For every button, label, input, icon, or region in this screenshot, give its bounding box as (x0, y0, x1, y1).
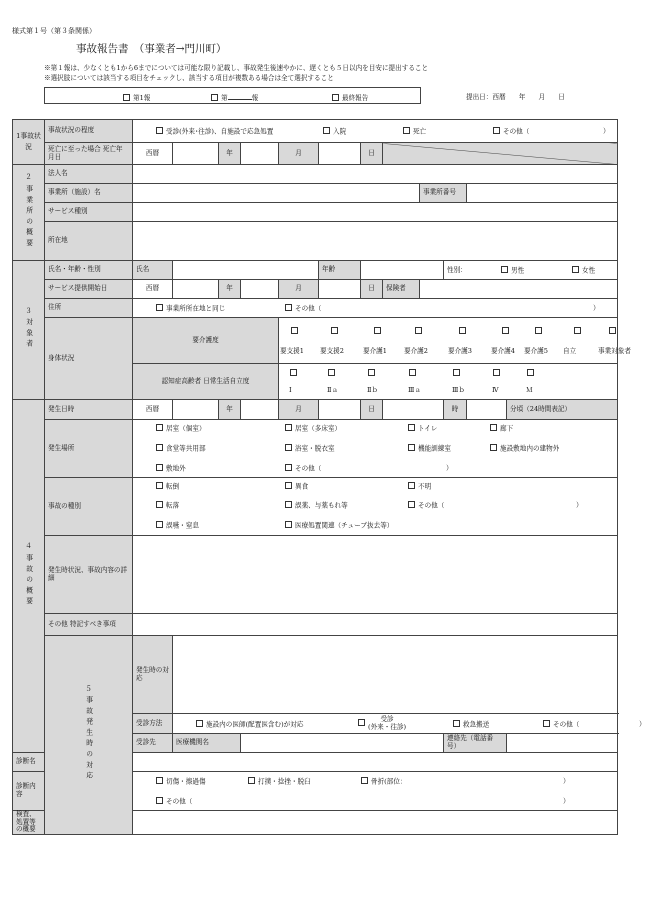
checkbox[interactable] (285, 444, 292, 451)
checkbox[interactable] (490, 444, 497, 451)
diag-other[interactable]: その他（ (156, 798, 192, 806)
care-level-checkbox[interactable] (331, 327, 338, 334)
checkbox[interactable] (156, 127, 163, 134)
checkbox[interactable] (501, 266, 508, 273)
month-label: 月 (279, 400, 319, 420)
place-option[interactable]: 居室（個室） (156, 425, 206, 433)
residence-label: 住所 (45, 299, 133, 318)
report-final[interactable]: 最終報告 (332, 92, 368, 102)
report-nth[interactable]: 第 報 (211, 92, 258, 102)
diag-cut[interactable]: 切傷・擦過傷 (156, 778, 206, 786)
checkbox[interactable] (285, 482, 292, 489)
section-1-label: 1事故状況 (13, 120, 45, 165)
diagnosis-content-label: 診断内容 (13, 772, 45, 811)
checkbox[interactable] (285, 424, 292, 431)
accident-type-option[interactable]: 転倒 (156, 483, 179, 491)
place-option[interactable]: 廊下 (490, 425, 513, 433)
care-level-option: 事業対象者 (598, 347, 631, 355)
physical-status-label: 身体状況 (45, 318, 133, 400)
report-type-box (44, 87, 421, 104)
checkbox[interactable] (156, 424, 163, 431)
accident-type-options (133, 478, 618, 536)
checkbox[interactable] (572, 266, 579, 273)
care-level-checkbox[interactable] (374, 327, 381, 334)
report-form-table (12, 119, 646, 835)
insurer-label: 保険者 (383, 280, 420, 299)
office-name-label: 事業所（施設）名 (45, 184, 133, 203)
name-age-sex-label: 氏名・年齢・性別 (45, 261, 133, 280)
consult-method-options: 施設内の医師(配置医含む)が対応 受診 (外来・往診) 救急搬送 その他（ ） (173, 714, 618, 734)
year-label: 年 (219, 400, 241, 420)
care-level-checkbox[interactable] (609, 327, 616, 334)
corp-name-label: 法人名 (45, 165, 133, 184)
accident-type-option[interactable]: 異食 (285, 483, 308, 491)
dementia-level-checkbox[interactable] (493, 369, 500, 376)
accident-type-option[interactable]: 医療処置関連（チューブ抜去等） (285, 522, 393, 530)
start-month-field[interactable] (241, 280, 279, 299)
checkbox[interactable] (156, 501, 163, 508)
checkbox[interactable] (156, 464, 163, 471)
care-level-option: 要介護3 (448, 347, 472, 355)
checkbox[interactable] (408, 482, 415, 489)
degree-other[interactable]: その他（ (493, 128, 529, 136)
occurrence-date-label: 発生日時 (45, 400, 133, 420)
dementia-level-option: Ｍ (526, 386, 533, 394)
care-level-label: 要介護度 (133, 318, 279, 364)
occurrence-place-label: 発生場所 (45, 420, 133, 478)
dementia-level-option: Ⅲａ (408, 386, 421, 394)
age-field[interactable] (361, 261, 444, 280)
dementia-level-checkbox[interactable] (328, 369, 335, 376)
place-option[interactable]: 敷地外 (156, 465, 186, 473)
diagnosis-name-field[interactable] (133, 753, 618, 772)
start-day-field[interactable] (319, 280, 361, 299)
care-level-option: 要支援2 (320, 347, 344, 355)
form-number: 様式第１号（第３条関係） (12, 27, 96, 35)
checkbox[interactable] (123, 94, 130, 101)
checkbox[interactable] (196, 720, 203, 727)
death-month-field[interactable] (241, 143, 279, 165)
checkbox[interactable] (453, 720, 460, 727)
response-field[interactable] (173, 636, 618, 714)
occ-minute-field[interactable] (467, 400, 507, 420)
checkbox[interactable] (361, 777, 368, 784)
diag-fracture[interactable]: 骨折(部位： (361, 778, 407, 786)
accident-type-option[interactable]: 誤嚥・窒息 (156, 522, 199, 530)
paren-close: ） (576, 501, 583, 509)
death-year-field[interactable] (173, 143, 219, 165)
occ-month-field[interactable] (241, 400, 279, 420)
submit-date: 提出日：西暦 年 月 日 (466, 93, 565, 101)
other-notes-label: その他 特記すべき事項 (45, 614, 133, 636)
method-other[interactable]: その他（ (543, 721, 579, 729)
checkbox[interactable] (543, 720, 550, 727)
checkbox[interactable] (403, 127, 410, 134)
year-label: 年 (219, 280, 241, 299)
care-level-option: 要介護1 (363, 347, 387, 355)
degree-outpatient[interactable]: 受診(外来･往診)、自施設で応急処置 (156, 128, 273, 136)
report-number-field[interactable] (228, 93, 252, 100)
occ-hour-field[interactable] (383, 400, 444, 420)
seireki-label: 西暦 (133, 280, 173, 299)
diagnosis-name-label: 診断名 (13, 753, 45, 772)
dementia-level-checkbox[interactable] (409, 369, 416, 376)
checkbox[interactable] (248, 777, 255, 784)
consult-method-label: 受診方法 (133, 714, 173, 734)
place-option[interactable]: 施設敷地内の建物外 (490, 445, 559, 453)
place-option[interactable]: トイレ (408, 425, 437, 433)
day-label: 日 (361, 143, 383, 165)
accident-degree-label: 事故状況の程度 (45, 120, 133, 143)
method-ambulance[interactable]: 救急搬送 (453, 721, 489, 729)
day-label: 日 (361, 280, 383, 299)
dementia-level-checkbox[interactable] (368, 369, 375, 376)
dementia-level-checkbox[interactable] (453, 369, 460, 376)
office-number-field[interactable] (467, 184, 618, 203)
instruction-note-1: ※第１報は、少なくとも1から6までについては可能な限り記載し、事故発生後速やかに、遅くとも５日以内を目安に提出すること (44, 64, 429, 72)
care-level-checkbox[interactable] (535, 327, 542, 334)
day-label: 日 (361, 400, 383, 420)
checkbox[interactable] (408, 444, 415, 451)
name-label: 氏名 (133, 261, 173, 280)
dementia-level-checkbox[interactable] (527, 369, 534, 376)
checkbox[interactable] (408, 424, 415, 431)
name-field[interactable] (173, 261, 319, 280)
residence-same[interactable]: 事業所所在地と同じ (156, 305, 225, 313)
residence-other[interactable]: その他（ (285, 305, 321, 313)
place-option[interactable]: 食堂等共用部 (156, 445, 206, 453)
place-option[interactable]: 居室（多床室） (285, 425, 341, 433)
section-4-label: ４ 事故の概要 (13, 400, 45, 753)
care-level-option: 要介護5 (524, 347, 548, 355)
seireki-label: 西暦 (133, 400, 173, 420)
checkbox[interactable] (156, 521, 163, 528)
checkbox[interactable] (211, 94, 218, 101)
service-type-label: サービス種別 (45, 203, 133, 222)
dementia-level-option: Ⅱｂ (367, 386, 379, 394)
address-field[interactable] (133, 222, 618, 261)
diagnosis-content-options: 切傷・擦過傷 打撲・捻挫・脱臼 骨折(部位： ） その他（ ） (133, 772, 618, 811)
checkbox[interactable] (285, 304, 292, 311)
place-option[interactable]: 機能訓練室 (408, 445, 451, 453)
exam-summary-label: 検査、処置等の概要 (13, 811, 45, 835)
accident-type-option[interactable]: 誤薬、与薬もれ等 (285, 502, 348, 510)
checkbox[interactable] (156, 304, 163, 311)
month-label: 月 (279, 280, 319, 299)
care-level-option: 要支援1 (280, 347, 304, 355)
checkbox[interactable] (332, 94, 339, 101)
dementia-level-option: Ⅰ (289, 386, 292, 394)
instruction-note-2: ※選択肢については該当する項目をチェックし、該当する項目が複数ある場合は全て選択すること (44, 74, 334, 82)
office-name-field[interactable] (133, 184, 420, 203)
care-level-checkbox[interactable] (574, 327, 581, 334)
service-type-field[interactable] (133, 203, 618, 222)
accident-type-option[interactable]: 転落 (156, 502, 179, 510)
seireki-label: 西暦 (133, 143, 173, 165)
month-label: 月 (279, 143, 319, 165)
care-level-checkbox[interactable] (459, 327, 466, 334)
checkbox[interactable] (323, 127, 330, 134)
contact-field[interactable] (507, 734, 618, 753)
checkbox[interactable] (156, 797, 163, 804)
dementia-level-options (279, 364, 618, 400)
dementia-level-option: Ⅳ (492, 386, 499, 394)
occ-year-field[interactable] (173, 400, 219, 420)
other-notes-field[interactable] (133, 614, 618, 636)
checkbox[interactable] (156, 444, 163, 451)
hospital-name-label: 医療機関名 (173, 734, 241, 753)
paren-close: ） (603, 127, 610, 135)
section-5-label: ５ 事故発生時の対応 (45, 636, 133, 835)
residence-options: 事業所所在地と同じ その他（ ） (133, 299, 618, 318)
insurer-field[interactable] (420, 280, 618, 299)
method-visit[interactable]: 受診 (外来・往診) (358, 716, 406, 732)
accident-detail-label: 発生時状況、事故内容の詳細 (45, 536, 133, 614)
checkbox[interactable] (490, 424, 497, 431)
page-title: 事故報告書 （事業者→門川町） (76, 43, 227, 55)
care-level-checkbox[interactable] (502, 327, 509, 334)
accident-type-label: 事故の種別 (45, 478, 133, 536)
accident-degree-options (133, 120, 618, 143)
occ-day-field[interactable] (319, 400, 361, 420)
checkbox[interactable] (285, 464, 292, 471)
service-start-label: サービス提供開始日 (45, 280, 133, 299)
place-option[interactable]: 浴室・脱衣室 (285, 445, 335, 453)
method-in-house[interactable]: 施設内の医師(配置医含む)が対応 (196, 721, 303, 729)
contact-label: 連絡先（電話番号） (444, 734, 507, 753)
care-level-option: 自立 (563, 347, 577, 355)
dementia-level-option: Ⅱａ (327, 386, 339, 394)
checkbox[interactable] (408, 501, 415, 508)
checkbox[interactable] (358, 719, 365, 726)
paren-close: ） (446, 464, 453, 472)
corp-name-field[interactable] (133, 165, 618, 184)
dementia-level-checkbox[interactable] (290, 369, 297, 376)
office-number-label: 事業所番号 (420, 184, 467, 203)
sex-female[interactable]: 女性 (572, 267, 595, 275)
degree-hospitalized[interactable]: 入院 (323, 128, 346, 136)
accident-type-option[interactable]: 不明 (408, 483, 431, 491)
consult-dest-label: 受診先 (133, 734, 173, 753)
report-first[interactable]: 第1報 (123, 92, 150, 102)
checkbox[interactable] (285, 521, 292, 528)
minute-label: 分頃（24時間表記） (507, 400, 618, 420)
care-level-options (279, 318, 631, 364)
dementia-level-label: 認知症高齢者 日常生活自立度 (133, 364, 279, 400)
sex-male[interactable]: 男性 (501, 267, 524, 275)
checkbox[interactable] (285, 501, 292, 508)
care-level-option: 要介護4 (491, 347, 515, 355)
section-2-label: ２ 事業所の概要 (13, 165, 45, 261)
exam-summary-field[interactable] (133, 811, 618, 835)
checkbox[interactable] (156, 482, 163, 489)
start-year-field[interactable] (173, 280, 219, 299)
response-label: 発生時の対応 (133, 636, 173, 714)
checkbox[interactable] (156, 777, 163, 784)
diag-bruise[interactable]: 打撲・捻挫・脱臼 (248, 778, 311, 786)
sex-options: 性別： 男性 女性 (444, 261, 618, 280)
diagonal-blank (383, 143, 618, 165)
checkbox[interactable] (493, 127, 500, 134)
death-day-field[interactable] (319, 143, 361, 165)
death-date-label: 死亡に至った場合 死亡年月日 (45, 143, 133, 165)
age-label: 年齢 (319, 261, 361, 280)
address-label: 所在地 (45, 222, 133, 261)
accident-detail-field[interactable] (133, 536, 618, 614)
year-label: 年 (219, 143, 241, 165)
accident-type-option[interactable]: その他（ (408, 502, 444, 510)
dementia-level-option: Ⅲｂ (452, 386, 465, 394)
section-3-label: ３ 対象者 (13, 261, 45, 400)
hour-label: 時 (444, 400, 467, 420)
occurrence-place-options (133, 420, 618, 478)
degree-death[interactable]: 死亡 (403, 128, 426, 136)
care-level-option: 要介護2 (404, 347, 428, 355)
care-level-checkbox[interactable] (291, 327, 298, 334)
care-level-checkbox[interactable] (415, 327, 422, 334)
place-option[interactable]: その他（ (285, 465, 321, 473)
hospital-name-field[interactable] (241, 734, 444, 753)
